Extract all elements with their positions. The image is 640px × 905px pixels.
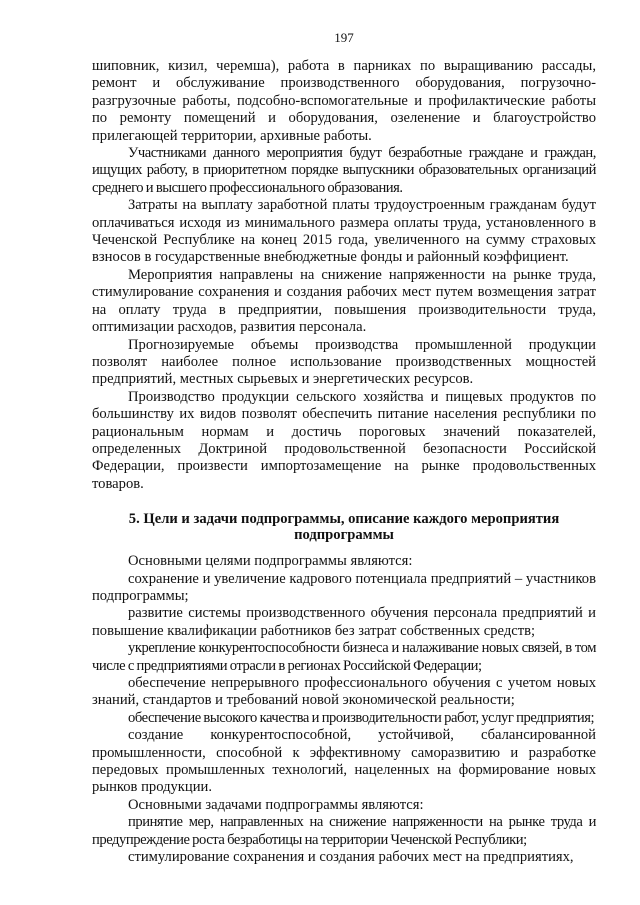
paragraph-production-forecast: Прогнозируемые объемы производства промышленной продукции позволят наиболее полное использование производственных мощностей предприятий, местных сырьевых и энергетических ресурсов.: [92, 336, 596, 388]
paragraph-goal-competitiveness: укрепление конкурентоспособности бизнеса и налаживание новых связей, в том числе с предприятиями отрасли в регионах Российской Федерации;: [92, 640, 596, 674]
paragraph-tasks-intro: Основными задачами подпрограммы являются:: [128, 796, 424, 813]
paragraph-task-jobs: стимулирование сохранения и создания рабочих мест на предприятиях,: [128, 849, 574, 866]
paragraph-participants: Участниками данного мероприятия будут безработные граждане и граждан, ищущих работу, в приоритетном порядке выпускники образовательных организаций среднего и высшего профессионального образования.: [92, 145, 596, 196]
paragraph-goals-intro: Основными целями подпрограммы являются:: [128, 553, 413, 570]
section-heading: 5. Цели и задачи подпрограммы, описание каждого мероприятия подпрограммы: [128, 511, 560, 544]
paragraph-measures-aim: Мероприятия направлены на снижение напряженности на рынке труда, стимулирование сохранения и создания рабочих мест путем возмещения затрат на оплату труда в предприятии, повышения производительности труда, оптимизации расходов, развития персонала.: [92, 266, 596, 336]
paragraph-goal-industry: создание конкурентоспособной, устойчивой, сбалансированной промышленности, способной к эффективному саморазвитию и разработке передовых промышленных технологий, нацеленных на формирование новых рынков продукции.: [92, 727, 596, 796]
paragraph-goal-staff: сохранение и увеличение кадрового потенциала предприятий – участников подпрограммы;: [92, 570, 596, 604]
paragraph-task-unemployment: принятие мер, направленных на снижение напряженности на рынке труда и предупреждение роста безработицы на территории Чеченской Республики;: [92, 814, 596, 848]
paragraph-goal-training: развитие системы производственного обучения персонала предприятий и повышение квалификации работников без затрат собственных средств;: [92, 605, 596, 639]
page-number: 197: [334, 30, 354, 45]
paragraph-wage-costs: Затраты на выплату заработной платы трудоустроенным гражданам будут оплачиваться исходя из минимального размера оплаты труда, установленного в Чеченской Республике на конец 2015 года, увеличенного на сумму страховых взносов в государственные внебюджетные фонды и районный коэффициент.: [92, 197, 596, 266]
document-page: [92, 30, 596, 866]
paragraph-goal-quality: обеспечение высокого качества и производительности работ, услуг предприятия;: [128, 709, 595, 726]
paragraph-agriculture: Производство продукции сельского хозяйства и пищевых продуктов по большинству их видов позволят обеспечить питание населения республики по рациональным нормам и достичь пороговых значений показателей, определенных Доктриной продовольственной безопасности Российской Федерации, произвести импортозамещение на рынке продовольственных товаров.: [92, 388, 596, 492]
paragraph-goal-continuous-learning: обеспечение непрерывного профессионального обучения с учетом новых знаний, стандартов и требований новой экономической реальности;: [92, 675, 596, 709]
paragraph-work-types: шиповник, кизил, черемша), работа в парниках по выращиванию рассады, ремонт и обслуживание производственного оборудования, погрузочно-разгрузочные работы, подсобно-вспомогательные и профилактические работы по ремонту помещений и оборудования, озеленение и благоустройство прилегающей территории, архивные работы.: [92, 58, 596, 144]
